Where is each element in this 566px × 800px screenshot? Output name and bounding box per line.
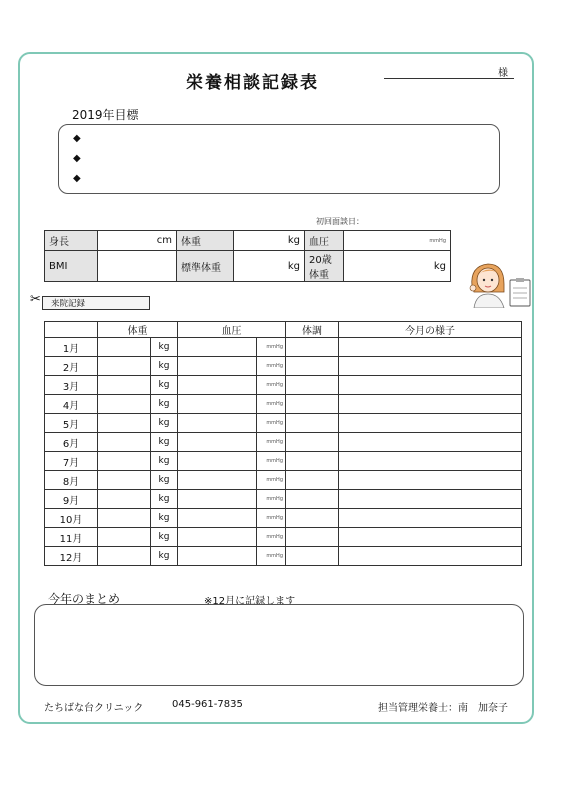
month-label: 11月: [45, 528, 98, 547]
monthly-note-cell[interactable]: [339, 528, 522, 547]
nurse-icon: [464, 258, 532, 308]
monthly-note-cell[interactable]: [339, 376, 522, 395]
table-row: [45, 395, 522, 414]
age20-weight-label: 20歳体重: [305, 251, 344, 282]
condition-cell[interactable]: [286, 547, 339, 566]
goal-bullet: ◆: [73, 133, 81, 144]
condition-cell[interactable]: [286, 376, 339, 395]
std-weight-unit[interactable]: kg: [234, 251, 305, 282]
bp-cell[interactable]: [178, 490, 257, 509]
bp-cell[interactable]: [178, 471, 257, 490]
weight-cell[interactable]: [98, 490, 151, 509]
monthly-note-cell[interactable]: [339, 509, 522, 528]
bp-unit[interactable]: mmHg: [344, 231, 451, 251]
mmhg-unit: mmHg: [257, 471, 286, 490]
mmhg-unit: mmHg: [257, 490, 286, 509]
table-row: [45, 357, 522, 376]
bmi-value[interactable]: [98, 251, 177, 282]
bp-cell[interactable]: [178, 376, 257, 395]
bp-cell[interactable]: [178, 528, 257, 547]
weight-unit[interactable]: kg: [234, 231, 305, 251]
table-row: [45, 452, 522, 471]
bp-label: 血圧: [305, 231, 344, 251]
condition-cell[interactable]: [286, 528, 339, 547]
table-row: [45, 528, 522, 547]
monthly-note-cell[interactable]: [339, 357, 522, 376]
body-info-table: [44, 230, 451, 282]
honorific-label: 様: [498, 68, 508, 79]
month-label: 7月: [45, 452, 98, 471]
bp-cell[interactable]: [178, 395, 257, 414]
clip-icon: ✂: [30, 292, 41, 307]
bp-cell[interactable]: [178, 509, 257, 528]
kg-unit: kg: [151, 395, 178, 414]
month-label: 5月: [45, 414, 98, 433]
monthly-note-cell[interactable]: [339, 471, 522, 490]
table-row: [45, 376, 522, 395]
weight-label: 体重: [177, 231, 234, 251]
monthly-note-cell[interactable]: [339, 338, 522, 357]
month-column-header: [45, 322, 98, 338]
weight-cell[interactable]: [98, 528, 151, 547]
table-row: [45, 490, 522, 509]
condition-cell[interactable]: [286, 509, 339, 528]
monthly-note-cell[interactable]: [339, 490, 522, 509]
column-header: 体調: [286, 322, 339, 338]
condition-cell[interactable]: [286, 338, 339, 357]
condition-cell[interactable]: [286, 490, 339, 509]
condition-cell[interactable]: [286, 414, 339, 433]
table-row: [45, 338, 522, 357]
table-row: [45, 433, 522, 452]
visit-record-tab: 来院記録: [42, 296, 150, 310]
kg-unit: kg: [151, 376, 178, 395]
bp-cell[interactable]: [178, 357, 257, 376]
monthly-note-cell[interactable]: [339, 452, 522, 471]
std-weight-label: 標準体重: [177, 251, 234, 282]
column-header: 血圧: [178, 322, 286, 338]
summary-title: 今年のまとめ: [48, 592, 121, 606]
visit-record-label: [30, 292, 152, 310]
name-field[interactable]: [384, 78, 514, 79]
month-label: 3月: [45, 376, 98, 395]
kg-unit: kg: [151, 338, 178, 357]
kg-unit: kg: [151, 357, 178, 376]
weight-cell[interactable]: [98, 547, 151, 566]
weight-cell[interactable]: [98, 338, 151, 357]
mmhg-unit: mmHg: [257, 547, 286, 566]
condition-cell[interactable]: [286, 433, 339, 452]
bp-cell[interactable]: [178, 547, 257, 566]
weight-cell[interactable]: [98, 509, 151, 528]
month-label: 8月: [45, 471, 98, 490]
column-header: 今月の様子: [339, 322, 522, 338]
bmi-label: BMI: [45, 251, 98, 282]
staff-name: 担当管理栄養士：南 加奈子: [378, 703, 508, 714]
weight-cell[interactable]: [98, 357, 151, 376]
kg-unit: kg: [151, 528, 178, 547]
month-label: 2月: [45, 357, 98, 376]
bp-cell[interactable]: [178, 433, 257, 452]
monthly-note-cell[interactable]: [339, 433, 522, 452]
kg-unit: kg: [151, 414, 178, 433]
height-label: 身長: [45, 231, 98, 251]
height-unit[interactable]: cm: [98, 231, 177, 251]
month-label: 9月: [45, 490, 98, 509]
clinic-phone: 045-961-7835: [172, 699, 243, 710]
mmhg-unit: mmHg: [257, 452, 286, 471]
kg-unit: kg: [151, 547, 178, 566]
nurse-illustration: [464, 258, 532, 308]
goals-title: 2019年目標: [72, 108, 139, 122]
kg-unit: kg: [151, 471, 178, 490]
monthly-note-cell[interactable]: [339, 547, 522, 566]
bp-cell[interactable]: [178, 414, 257, 433]
month-label: 12月: [45, 547, 98, 566]
table-row: [45, 471, 522, 490]
kg-unit: kg: [151, 452, 178, 471]
goal-bullet: ◆: [73, 153, 81, 164]
goal-bullet: ◆: [73, 173, 81, 184]
condition-cell[interactable]: [286, 357, 339, 376]
weight-cell[interactable]: [98, 414, 151, 433]
table-row: [45, 547, 522, 566]
first-visit-label: 初回面談日：: [316, 217, 364, 226]
month-label: 4月: [45, 395, 98, 414]
weight-cell[interactable]: [98, 376, 151, 395]
kg-unit: kg: [151, 490, 178, 509]
mmhg-unit: mmHg: [257, 528, 286, 547]
table-row: [45, 509, 522, 528]
weight-cell[interactable]: [98, 395, 151, 414]
page-title: 栄養相談記録表: [186, 73, 319, 93]
monthly-note-cell[interactable]: [339, 414, 522, 433]
monthly-note-cell[interactable]: [339, 395, 522, 414]
condition-cell[interactable]: [286, 471, 339, 490]
month-label: 6月: [45, 433, 98, 452]
month-label: 1月: [45, 338, 98, 357]
mmhg-unit: mmHg: [257, 376, 286, 395]
condition-cell[interactable]: [286, 452, 339, 471]
mmhg-unit: mmHg: [257, 433, 286, 452]
mmhg-unit: mmHg: [257, 357, 286, 376]
weight-cell[interactable]: [98, 433, 151, 452]
mmhg-unit: mmHg: [257, 509, 286, 528]
month-label: 10月: [45, 509, 98, 528]
mmhg-unit: mmHg: [257, 338, 286, 357]
mmhg-unit: mmHg: [257, 414, 286, 433]
bp-cell[interactable]: [178, 452, 257, 471]
table-row: [45, 414, 522, 433]
mmhg-unit: mmHg: [257, 395, 286, 414]
weight-cell[interactable]: [98, 471, 151, 490]
summary-box[interactable]: [34, 604, 524, 686]
weight-cell[interactable]: [98, 452, 151, 471]
bp-cell[interactable]: [178, 338, 257, 357]
goals-box[interactable]: [58, 124, 500, 194]
kg-unit: kg: [151, 509, 178, 528]
column-header: 体重: [98, 322, 178, 338]
clinic-name: たちばな台クリニック: [44, 703, 144, 714]
kg-unit: kg: [151, 433, 178, 452]
summary-note: ※12月に記録します: [204, 596, 296, 607]
age20-weight-unit[interactable]: kg: [344, 251, 451, 282]
condition-cell[interactable]: [286, 395, 339, 414]
visit-record-table: [44, 321, 522, 566]
